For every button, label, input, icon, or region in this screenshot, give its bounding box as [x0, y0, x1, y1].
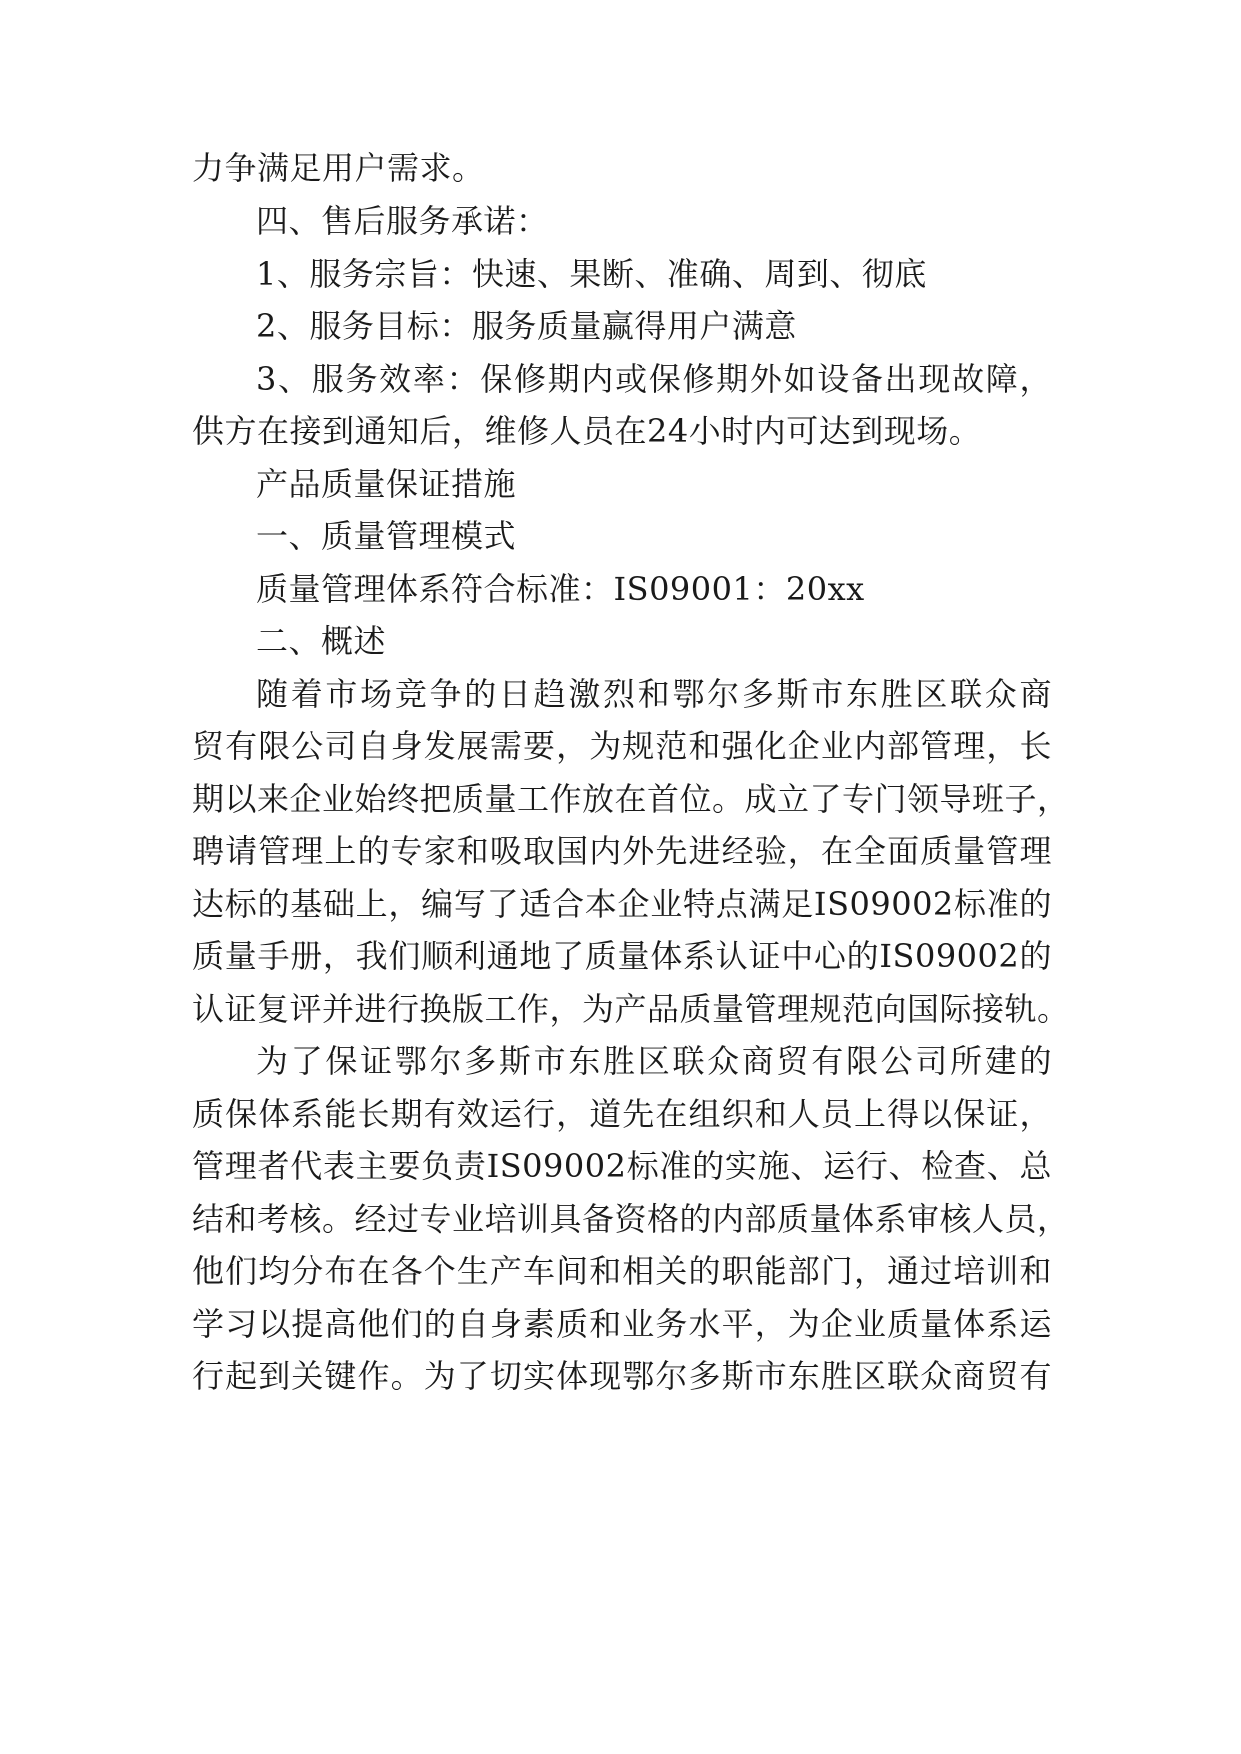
text-line: 结和考核。经过专业培训具备资格的内部质量体系审核人员， — [192, 1200, 1070, 1238]
text-line: 达标的基础上，编写了适合本企业特点满足IS09002标准的 — [192, 885, 1052, 923]
text-line: 他们均分布在各个生产车间和相关的职能部门，通过培训和 — [192, 1252, 1052, 1290]
text-line: 3、服务效率：保修期内或保修期外如设备出现故障， — [256, 360, 1052, 398]
section-heading-quality-mode: 一、质量管理模式 — [256, 517, 517, 555]
text-line: 管理者代表主要负责IS09002标准的实施、运行、检查、总 — [192, 1147, 1052, 1185]
text-line: 随着市场竞争的日趋激烈和鄂尔多斯市东胜区联众商 — [256, 675, 1052, 713]
text-line: 力争满足用户需求。 — [192, 149, 485, 187]
text-line: 质保体系能长期有效运行，道先在组织和人员上得以保证， — [192, 1095, 1052, 1133]
text-line: 质量管理体系符合标准：IS09001：20xx — [256, 570, 865, 608]
text-line: 聘请管理上的专家和吸取国内外先进经验，在全面质量管理 — [192, 832, 1052, 870]
text-line: 质量手册，我们顺利通地了质量体系认证中心的IS09002的 — [192, 937, 1052, 975]
section-heading-quality-measures: 产品质量保证措施 — [256, 465, 517, 503]
text-line: 认证复评并进行换版工作，为产品质量管理规范向国际接轨。 — [192, 990, 1070, 1028]
text-line: 贸有限公司自身发展需要，为规范和强化企业内部管理，长 — [192, 727, 1052, 765]
text-line: 2、服务目标：服务质量赢得用户满意 — [256, 307, 797, 345]
text-line: 为了保证鄂尔多斯市东胜区联众商贸有限公司所建的 — [256, 1042, 1052, 1080]
text-line: 1、服务宗旨：快速、果断、准确、周到、彻底 — [256, 255, 927, 293]
section-heading-after-sales: 四、售后服务承诺： — [256, 202, 549, 240]
text-line: 期以来企业始终把质量工作放在首位。成立了专门领导班子， — [192, 780, 1070, 818]
text-line: 供方在接到通知后，维修人员在24小时内可达到现场。 — [192, 412, 982, 450]
text-line: 学习以提高他们的自身素质和业务水平，为企业质量体系运 — [192, 1305, 1052, 1343]
text-line: 行起到关键作。为了切实体现鄂尔多斯市东胜区联众商贸有 — [192, 1357, 1052, 1395]
section-heading-overview: 二、概述 — [256, 622, 387, 660]
